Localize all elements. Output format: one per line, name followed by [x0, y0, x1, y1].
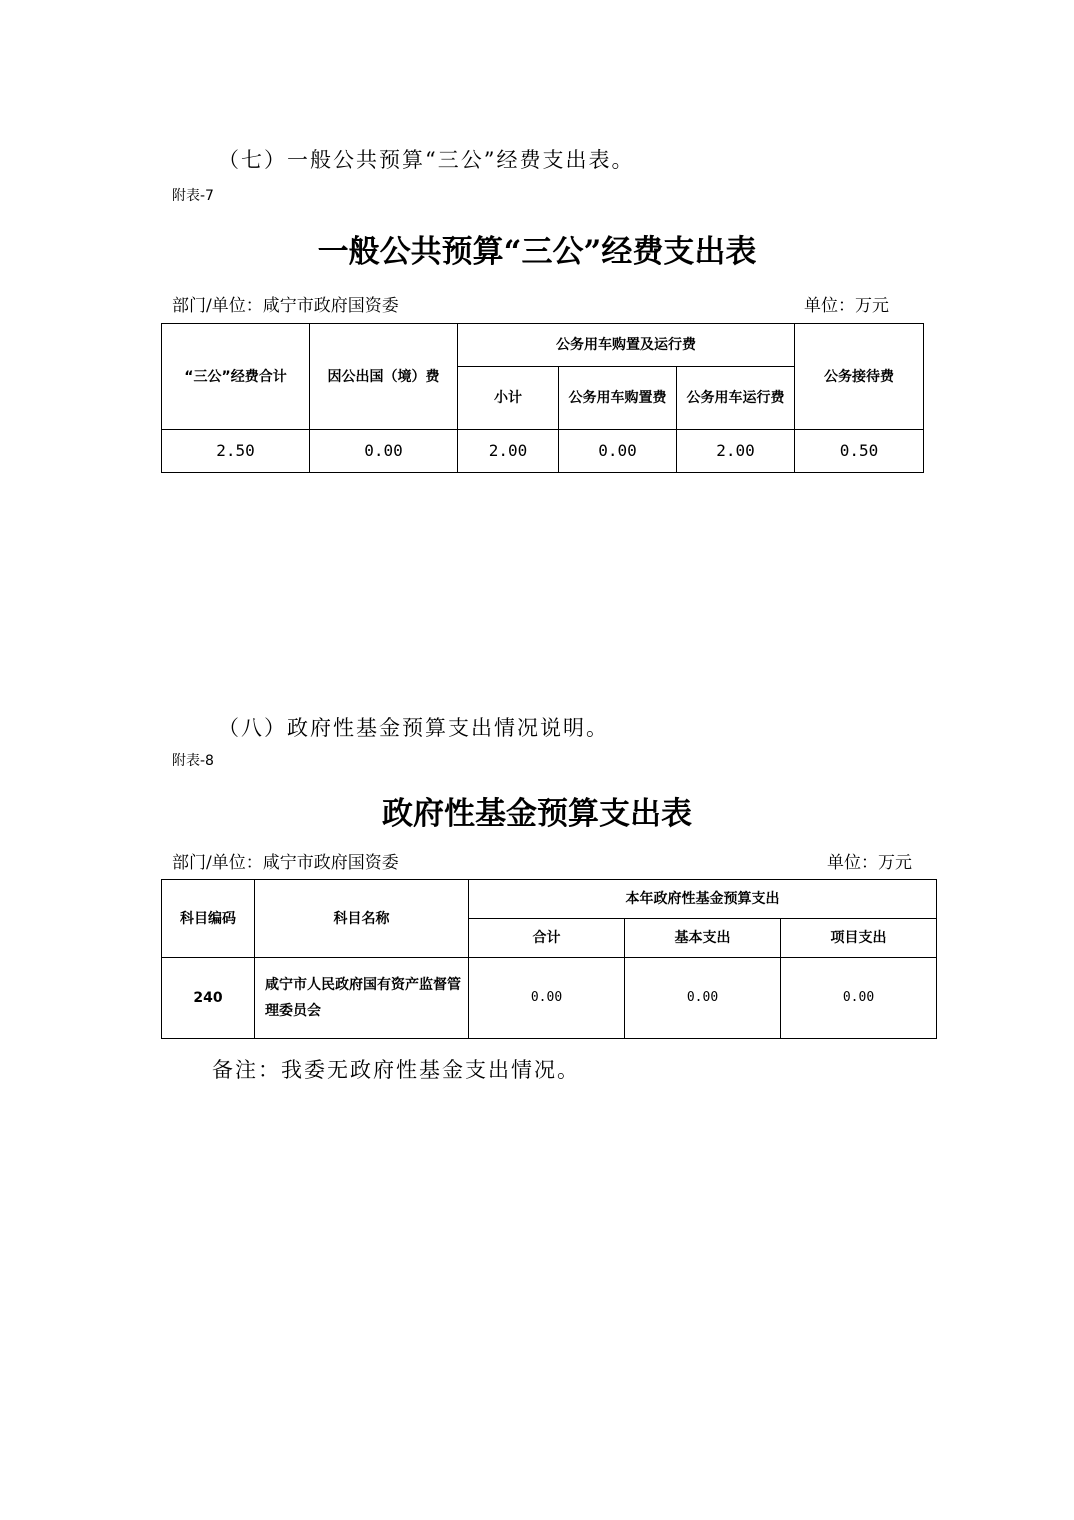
section8-unit: 单位：万元: [827, 853, 912, 873]
header-name: 科目名称: [255, 880, 469, 958]
cell-vehicle-purchase: 0.00: [559, 430, 677, 473]
government-fund-table: [161, 879, 937, 1039]
header-fund-project: 项目支出: [781, 919, 937, 958]
section7-department: 部门/单位：咸宁市政府国资委: [172, 296, 399, 316]
cell-code: 240: [162, 958, 255, 1039]
section7-attachment-label: 附表-7: [172, 188, 214, 204]
cell-vehicle-operation: 2.00: [677, 430, 795, 473]
cell-fund-total: 0.00: [469, 958, 625, 1039]
header-fund-total: 合计: [469, 919, 625, 958]
header-overseas: 因公出国（境）费: [310, 324, 458, 430]
header-vehicle-group: 公务用车购置及运行费: [458, 324, 795, 367]
section8-heading: （八）政府性基金预算支出情况说明。: [218, 716, 609, 740]
table-row: [162, 430, 924, 473]
header-fund-basic: 基本支出: [625, 919, 781, 958]
section7-unit: 单位：万元: [804, 296, 889, 316]
cell-vehicle-subtotal: 2.00: [458, 430, 559, 473]
section8-table-title: 政府性基金预算支出表: [382, 796, 692, 832]
header-reception: 公务接待费: [795, 324, 924, 430]
header-vehicle-subtotal: 小计: [458, 367, 559, 430]
three-public-expense-table: [161, 323, 924, 473]
header-vehicle-purchase: 公务用车购置费: [559, 367, 677, 430]
table-row: [162, 958, 937, 1039]
cell-name: 咸宁市人民政府国有资产监督管理委员会: [255, 958, 469, 1039]
cell-overseas: 0.00: [310, 430, 458, 473]
section7-table-title: 一般公共预算“三公”经费支出表: [317, 234, 757, 270]
header-code: 科目编码: [162, 880, 255, 958]
cell-reception: 0.50: [795, 430, 924, 473]
header-vehicle-operation: 公务用车运行费: [677, 367, 795, 430]
section8-department: 部门/单位：咸宁市政府国资委: [172, 853, 399, 873]
section8-attachment-label: 附表-8: [172, 753, 214, 769]
section8-note: 备注：我委无政府性基金支出情况。: [212, 1058, 580, 1082]
section7-heading: （七）一般公共预算“三公”经费支出表。: [218, 148, 635, 172]
header-fund-group: 本年政府性基金预算支出: [469, 880, 937, 919]
header-total: “三公”经费合计: [162, 324, 310, 430]
cell-fund-project: 0.00: [781, 958, 937, 1039]
cell-fund-basic: 0.00: [625, 958, 781, 1039]
cell-total: 2.50: [162, 430, 310, 473]
